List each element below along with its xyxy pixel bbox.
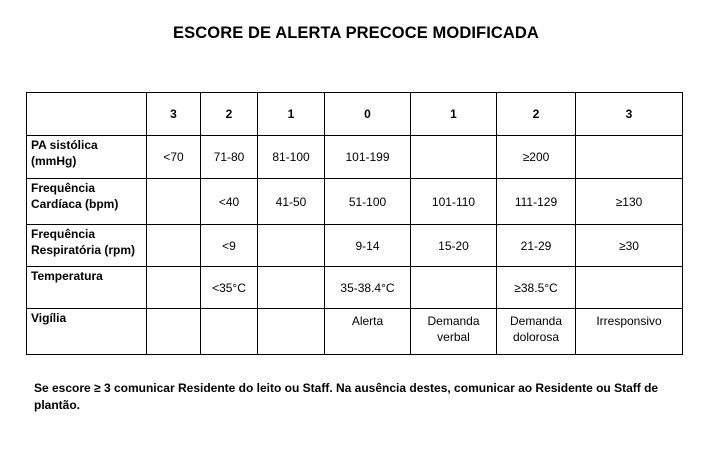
table-cell: Alerta <box>325 309 411 355</box>
table-cell <box>258 225 325 267</box>
table-cell <box>201 309 258 355</box>
header-cell-score-2-high: 2 <box>497 93 576 136</box>
table-cell: <35°C <box>201 267 258 309</box>
parameter-label: Vigília <box>27 309 147 355</box>
table-cell: Demanda dolorosa <box>497 309 576 355</box>
table-cell: ≥30 <box>576 225 683 267</box>
page-title: ESCORE DE ALERTA PRECOCE MODIFICADA <box>173 24 539 42</box>
parameter-label: Frequência Cardíaca (bpm) <box>27 179 147 225</box>
table-row-frequencia-cardiaca <box>27 179 683 225</box>
table-cell <box>411 136 497 179</box>
table-cell: <9 <box>201 225 258 267</box>
header-cell-score-1-high: 1 <box>411 93 497 136</box>
table-cell <box>258 309 325 355</box>
header-row <box>27 93 683 136</box>
table-cell: 101-110 <box>411 179 497 225</box>
table-cell: 81-100 <box>258 136 325 179</box>
header-cell-score-3-high: 3 <box>576 93 683 136</box>
table-cell: 41-50 <box>258 179 325 225</box>
table-cell: ≥38.5°C <box>497 267 576 309</box>
table-cell <box>147 267 201 309</box>
header-cell-score-2-low: 2 <box>201 93 258 136</box>
table-cell <box>258 267 325 309</box>
table-cell: 9-14 <box>325 225 411 267</box>
table-cell: 71-80 <box>201 136 258 179</box>
table-cell: 51-100 <box>325 179 411 225</box>
table-cell <box>576 136 683 179</box>
header-cell-score-3-low: 3 <box>147 93 201 136</box>
table-cell: ≥130 <box>576 179 683 225</box>
header-cell-score-0: 0 <box>325 93 411 136</box>
parameter-label: Temperatura <box>27 267 147 309</box>
table-cell: Demanda verbal <box>411 309 497 355</box>
table-cell <box>411 267 497 309</box>
table-cell <box>147 179 201 225</box>
parameter-label: PA sistólica (mmHg) <box>27 136 147 179</box>
table-row-pa-sistolica <box>27 136 683 179</box>
table-row-temperatura <box>27 267 683 309</box>
table-cell: Irresponsivo <box>576 309 683 355</box>
table-cell <box>147 309 201 355</box>
table-cell <box>576 267 683 309</box>
table-cell: <70 <box>147 136 201 179</box>
score-table <box>26 92 683 355</box>
table-row-frequencia-respiratoria <box>27 225 683 267</box>
table-row-vigilia <box>27 309 683 355</box>
parameter-label: Frequência Respiratória (rpm) <box>27 225 147 267</box>
header-cell-parameter <box>27 93 147 136</box>
escalation-note: Se escore ≥ 3 comunicar Residente do leito ou Staff. Na ausência destes, comunicar ao Residente ou Staff de plantão. <box>34 381 659 412</box>
table-cell: 21-29 <box>497 225 576 267</box>
header-cell-score-1-low: 1 <box>258 93 325 136</box>
table-cell <box>147 225 201 267</box>
table-cell: <40 <box>201 179 258 225</box>
table-cell: 15-20 <box>411 225 497 267</box>
table-cell: ≥200 <box>497 136 576 179</box>
table-cell: 35-38.4°C <box>325 267 411 309</box>
table-cell: 111-129 <box>497 179 576 225</box>
table-cell: 101-199 <box>325 136 411 179</box>
